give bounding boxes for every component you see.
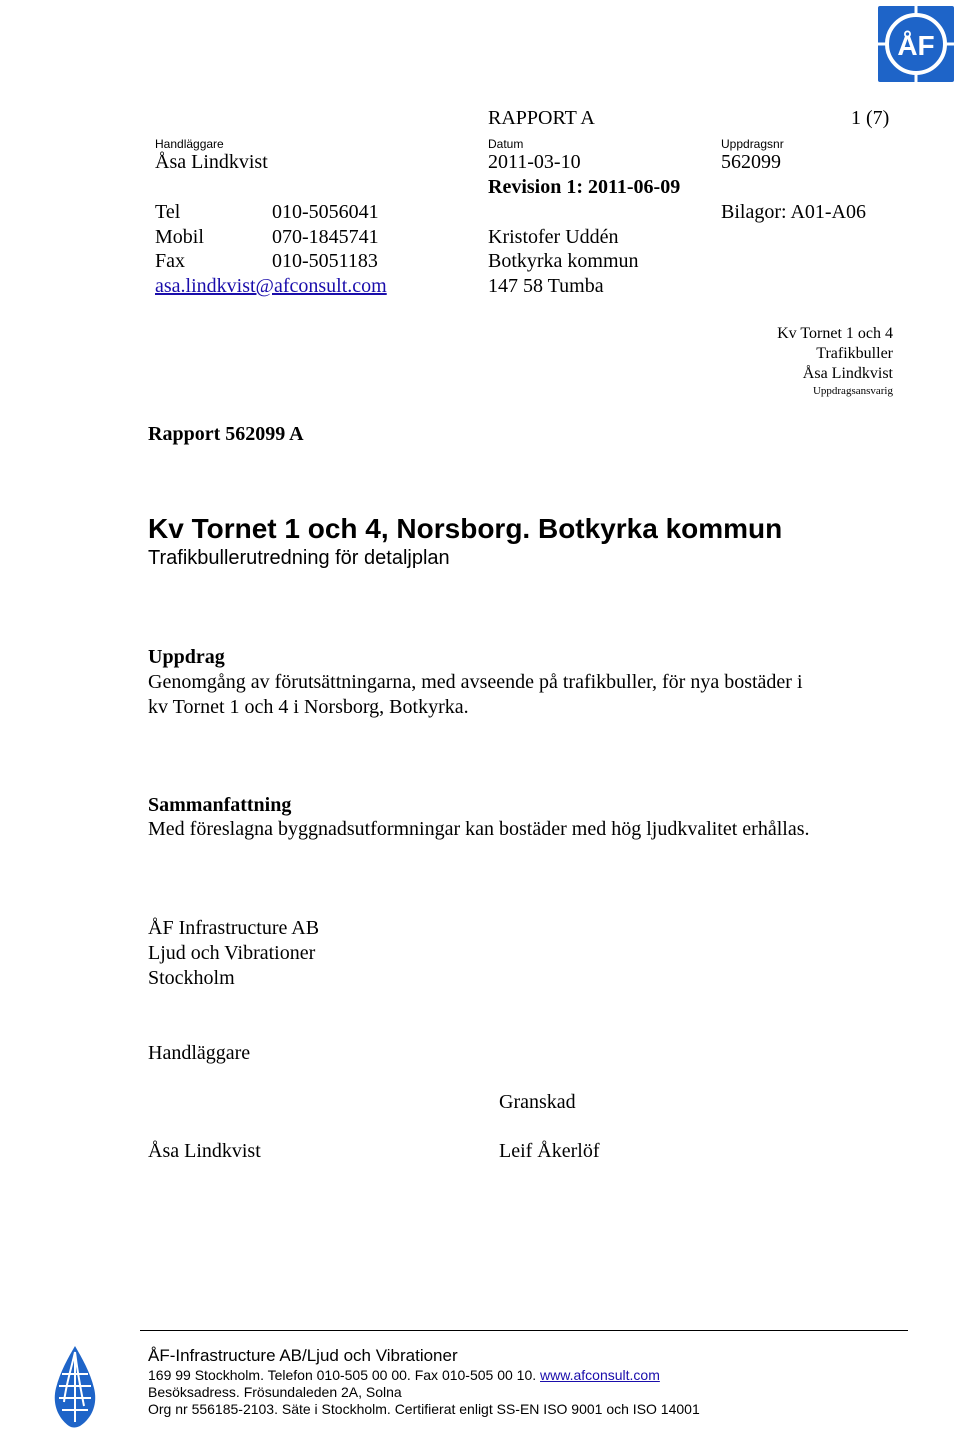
signature-handlaggare-label: Handläggare [148,1042,251,1064]
footer-visiting-address: Besöksadress. Frösundaleden 2A, Solna [148,1384,402,1400]
uppdrag-text-line2: kv Tornet 1 och 4 i Norsborg, Botkyrka. [148,696,469,718]
responsible-name: Åsa Lindkvist [802,365,893,382]
report-number: Rapport 562099 A [148,423,304,445]
project-name: Kv Tornet 1 och 4 [777,325,893,342]
fax-value: 010-5051183 [272,250,378,272]
af-logo-icon [878,6,954,82]
company-name: ÅF Infrastructure AB [148,917,320,939]
bilagor: Bilagor: A01-A06 [721,201,866,223]
mobil-value: 070-1845741 [272,226,379,248]
signature-granskad-name: Leif Åkerlöf [499,1140,600,1162]
uppdrag-heading: Uppdrag [148,646,225,668]
page-number: 1 (7) [851,107,890,129]
page-subtitle: Trafikbullerutredning för detaljplan [148,547,450,569]
tel-value: 010-5056041 [272,201,379,223]
company-department: Ljud och Vibrationer [148,942,316,964]
handlaggare-label: Handläggare [155,137,224,151]
company-city: Stockholm [148,967,235,989]
sammanfattning-heading: Sammanfattning [148,794,292,816]
fax-label: Fax [155,250,185,272]
email-link[interactable]: asa.lindkvist@afconsult.com [155,275,387,297]
recipient-address: 147 58 Tumba [488,275,604,297]
logo-text: ÅF [897,30,935,61]
datum-value: 2011-03-10 [488,151,581,173]
uppdragsnr-value: 562099 [721,151,781,173]
responsible-role: Uppdragsansvarig [812,385,893,397]
datum-label: Datum [488,137,524,151]
page-title: Kv Tornet 1 och 4, Norsborg. Botkyrka kommun [148,513,783,544]
shell-logo-icon [50,1344,100,1430]
recipient-name: Kristofer Uddén [488,226,619,248]
mobil-label: Mobil [155,226,204,248]
project-summary-block [777,324,893,398]
recipient-org: Botkyrka kommun [488,250,639,272]
signature-handlaggare-name: Åsa Lindkvist [148,1140,261,1162]
uppdragsnr-label: Uppdragsnr [721,137,784,151]
footer-divider [140,1330,908,1331]
footer-website-link[interactable]: www.afconsult.com [540,1367,660,1383]
project-topic: Trafikbuller [816,345,893,362]
tel-label: Tel [155,201,181,223]
af-logo [878,6,954,82]
footer-org-number: Org nr 556185-2103. Säte i Stockholm. Certifierat enligt SS-EN ISO 9001 och ISO 14001 [148,1401,700,1417]
sammanfattning-text: Med föreslagna byggnadsutformningar kan bostäder med hög ljudkvalitet erhållas. [148,818,810,840]
revision: Revision 1: 2011-06-09 [488,176,681,198]
uppdrag-text-line1: Genomgång av förutsättningarna, med avseende på trafikbuller, för nya bostäder i [148,671,803,693]
footer-company: ÅF-Infrastructure AB/Ljud och Vibrationer [148,1346,458,1365]
handlaggare-name: Åsa Lindkvist [155,151,268,173]
report-label: RAPPORT A [488,107,595,129]
footer-contact-text: 169 99 Stockholm. Telefon 010-505 00 00. Fax 010-505 00 10. [148,1367,541,1383]
footer-contact [148,1367,660,1384]
signature-granskad-label: Granskad [499,1091,576,1113]
